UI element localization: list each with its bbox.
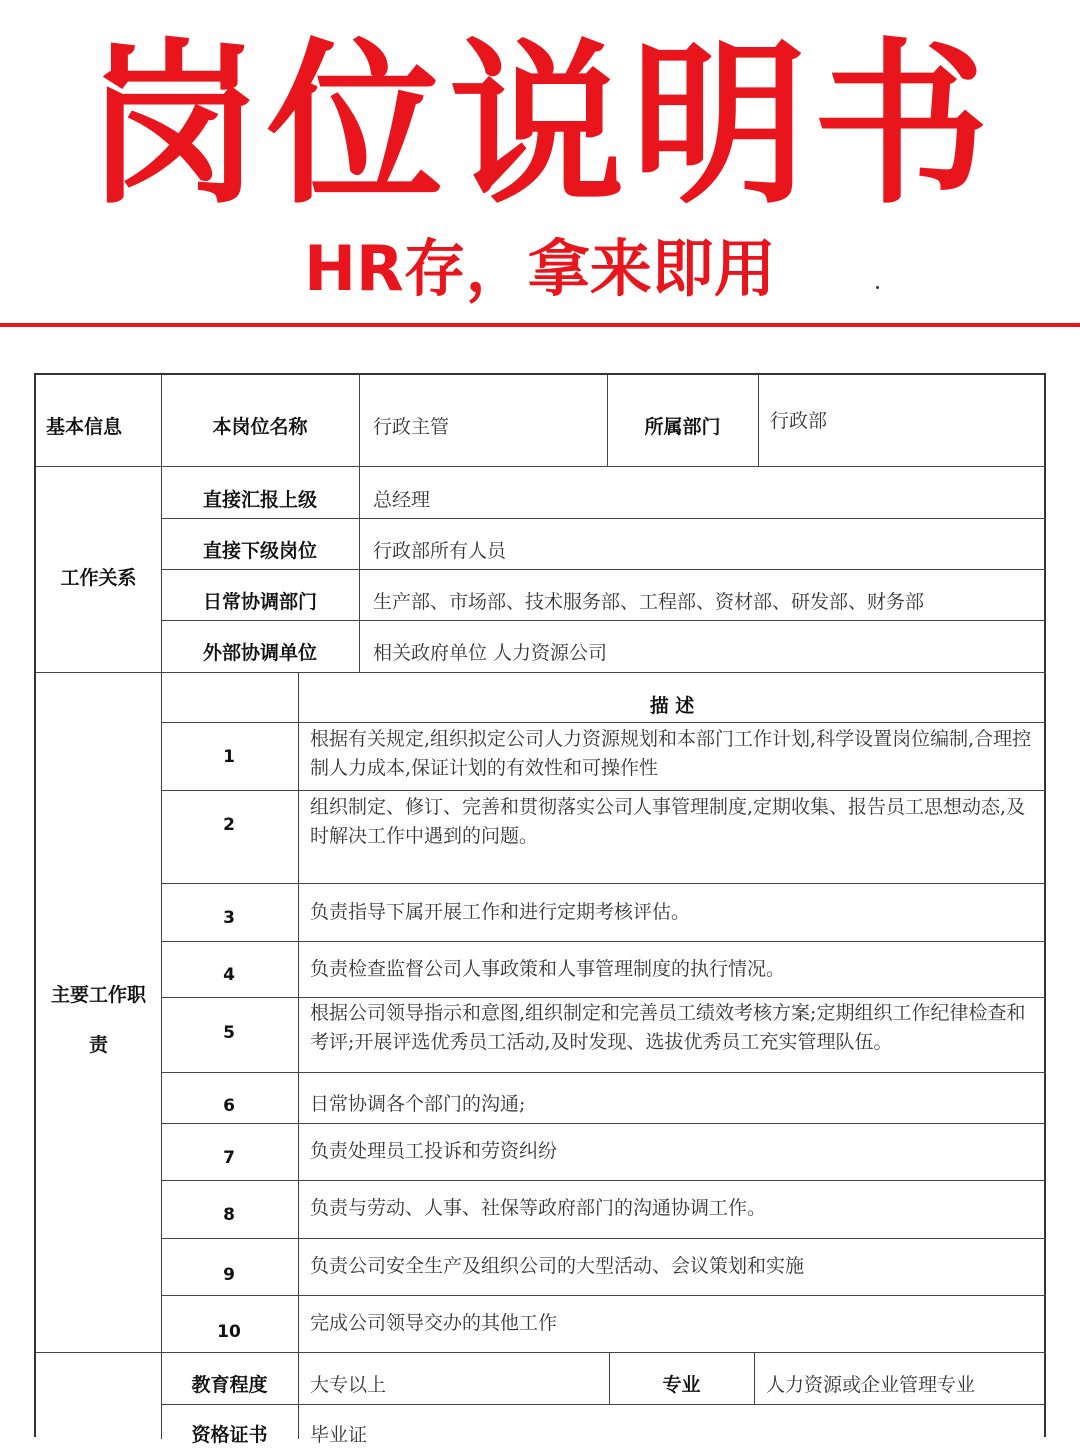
relation-label: 直接下级岗位 bbox=[202, 540, 317, 562]
banner bbox=[0, 0, 1080, 330]
relation-value: 生产部、市场部、技术服务部、工程部、资材部、研发部、财务部 bbox=[373, 591, 925, 613]
page-subtitle: HR存，拿来即用 bbox=[304, 232, 776, 305]
major-label: 专业 bbox=[662, 1374, 701, 1396]
duty-number: 3 bbox=[223, 908, 235, 928]
position-name-label: 本岗位名称 bbox=[212, 416, 308, 438]
duty-number: 7 bbox=[223, 1148, 235, 1168]
col-divider bbox=[359, 375, 360, 672]
duty-text: 根据有关规定,组织拟定公司人力资源规划和本部门工作计划,科学设置岗位编制,合理控制人力成本,保证计划的有效性和可操作性 bbox=[310, 728, 1032, 780]
duty-number: 8 bbox=[223, 1205, 235, 1225]
col-divider bbox=[754, 1352, 755, 1404]
row-divider bbox=[161, 1123, 1046, 1124]
duty-text: 负责与劳动、人事、社保等政府部门的沟通协调工作。 bbox=[310, 1197, 767, 1219]
row-divider bbox=[161, 569, 1046, 570]
duty-text: 根据公司领导指示和意图,组织制定和完善员工绩效考核方案;定期组织工作纪律检查和考评;开展评选优秀员工活动,及时发现、选拔优秀员工充实管理队伍。 bbox=[310, 1002, 1026, 1054]
row-divider bbox=[36, 672, 1046, 673]
row-divider bbox=[161, 1295, 1046, 1296]
row-divider bbox=[161, 1072, 1046, 1073]
row-divider bbox=[161, 1180, 1046, 1181]
relation-value: 相关政府单位 人力资源公司 bbox=[373, 642, 608, 664]
duty-number: 10 bbox=[217, 1322, 241, 1342]
main-duties-label: 主要工作职 bbox=[50, 984, 146, 1006]
red-divider bbox=[0, 323, 1080, 327]
relation-label: 日常协调部门 bbox=[202, 591, 317, 613]
duty-number: 4 bbox=[223, 965, 235, 985]
education-value: 大专以上 bbox=[310, 1374, 387, 1396]
duty-text: 负责处理员工投诉和劳资纠纷 bbox=[310, 1140, 558, 1162]
row-divider bbox=[36, 1352, 1046, 1353]
relation-label: 直接汇报上级 bbox=[202, 489, 317, 511]
position-name-value: 行政主管 bbox=[373, 416, 450, 438]
relation-value: 总经理 bbox=[373, 489, 431, 511]
duty-number: 6 bbox=[223, 1096, 235, 1116]
description-header: 描 述 bbox=[649, 695, 695, 717]
duty-text: 负责指导下属开展工作和进行定期考核评估。 bbox=[310, 901, 691, 923]
certificate-label: 资格证书 bbox=[191, 1424, 268, 1446]
relation-label: 外部协调单位 bbox=[202, 642, 317, 664]
page-title: 岗位说明书 bbox=[84, 23, 995, 228]
major-value: 人力资源或企业管理专业 bbox=[766, 1374, 976, 1396]
relation-value: 行政部所有人员 bbox=[373, 540, 507, 562]
duty-text: 组织制定、修订、完善和贯彻落实公司人事管理制度,定期收集、报告员工思想动态,及时解决工作中遇到的问题。 bbox=[310, 796, 1026, 848]
row-divider bbox=[161, 790, 1046, 791]
job-description-table bbox=[34, 373, 1046, 1446]
row-divider bbox=[161, 883, 1046, 884]
department-value: 行政部 bbox=[770, 410, 828, 432]
row-divider bbox=[161, 1238, 1046, 1239]
duty-text: 日常协调各个部门的沟通; bbox=[310, 1093, 526, 1115]
duty-text: 负责公司安全生产及组织公司的大型活动、会议策划和实施 bbox=[310, 1255, 805, 1277]
duty-number: 1 bbox=[223, 747, 235, 767]
row-divider bbox=[161, 941, 1046, 942]
main-duties-label-cont: 责 bbox=[88, 1034, 108, 1056]
duty-text: 完成公司领导交办的其他工作 bbox=[310, 1312, 558, 1334]
duty-number: 2 bbox=[223, 815, 235, 835]
row-divider bbox=[161, 722, 1046, 723]
education-label: 教育程度 bbox=[191, 1374, 268, 1396]
row-divider bbox=[161, 518, 1046, 519]
duty-number: 9 bbox=[223, 1265, 235, 1285]
department-label: 所属部门 bbox=[644, 416, 721, 438]
duty-text: 负责检查监督公司人事政策和人事管理制度的执行情况。 bbox=[310, 958, 786, 980]
row-divider bbox=[36, 466, 1046, 467]
row-divider bbox=[161, 997, 1046, 998]
certificate-value: 毕业证 bbox=[310, 1424, 368, 1446]
col-divider bbox=[298, 672, 299, 1439]
basic-info-label: 基本信息 bbox=[46, 416, 123, 438]
duty-number: 5 bbox=[223, 1023, 235, 1043]
dot-mark bbox=[876, 286, 879, 289]
row-divider bbox=[161, 620, 1046, 621]
work-relations-label: 工作关系 bbox=[60, 567, 137, 589]
col-divider bbox=[758, 375, 759, 466]
row-divider bbox=[161, 1404, 1046, 1405]
